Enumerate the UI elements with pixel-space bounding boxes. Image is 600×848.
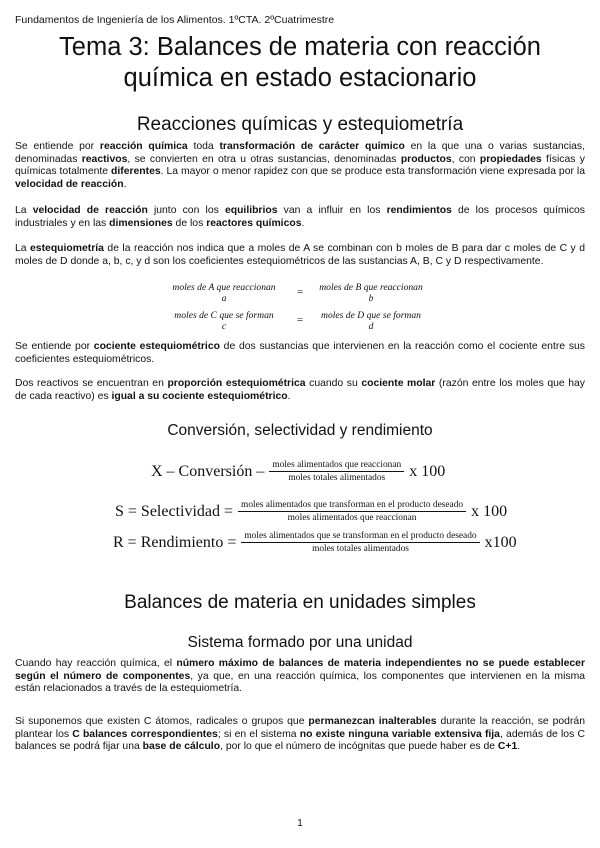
paragraph-c-balances [15,716,585,754]
bold-term: no existe ninguna variable extensiva fija [299,728,500,740]
bold-term: reacción química [99,141,188,152]
text-run: . La mayor o menor rapidez con que se produce esta transformación viene expresada por la [160,166,585,178]
yield-formula: R = Rendimiento = $\frac{\text{moles alimentados que se transforman en el producto deseado}}{\text{moles totales alimentados}}$ x100 [113,531,517,554]
page-number: 1 [297,818,303,829]
subsection-heading-sistema: Sistema formado por una unidad [187,634,413,651]
bold-term: propiedades [479,153,542,165]
text-run: Cuando hay reacción química, el [15,658,177,669]
text-run: (razón entre los moles que hay de cada reactivo) es [15,378,586,402]
text-run: , con [451,153,480,165]
text-run: durante la reacción, se podrán plantear los [15,716,585,740]
bold-term: reactivos [81,153,128,165]
text-run: La [15,205,33,216]
text-run: de dos sustancias que intervienen en la reacción como el cociente entre sus coeficientes estequiométricos. [15,341,585,365]
bold-term: estequiometría [30,243,104,254]
text-run: . [301,217,305,229]
page-header: Fundamentos de Ingeniería de los Alimentos. 1ºCTA. 2ºCuatrimestre [15,14,335,26]
ratio-b: moles de B que reaccionan b [319,282,423,304]
text-run: de los procesos químicos industriales y en las [15,205,585,229]
text-run: en la que una o varias sustancias, denominadas [15,141,585,165]
bold-term: transformación de carácter químico [219,141,405,152]
bold-term: diferentes [111,166,161,178]
selectivity-formula: S = Selectividad = $\frac{\text{moles alimentados que transforman en el producto deseado}}{\text{moles alimentados que reaccionan}}$ x 100 [115,500,508,523]
text-run: ; si en el sistema [217,728,300,740]
text-run: van a influir en los [277,205,387,216]
equals-sign: = [297,286,304,298]
bold-term: permanezcan inalterables [308,716,437,727]
bold-term: equilibrios [224,205,278,216]
bold-term: cociente molar [361,378,436,389]
bold-term: rendimientos [386,205,452,216]
text-run: Se entiende por [15,141,100,152]
text-run: Dos reactivos se encuentran en [15,378,168,389]
bold-term: igual a su cociente estequiométrico [111,390,288,402]
bold-term: dimensiones [109,217,173,229]
text-run: . [517,741,521,753]
section-heading-balances: Balances de materia en unidades simples [124,592,476,613]
bold-term: productos [400,153,452,165]
paragraph-proporcion [15,378,585,403]
text-run: físicas y químicas totalmente [15,153,585,178]
text-run: . [123,178,127,190]
paragraph-cociente-estequiometrico [15,341,585,366]
text-run: Se entiende por [15,341,94,352]
bold-term: reactores químicos [206,217,302,229]
bold-term: base de cálculo [142,741,221,753]
text-run: de la reacción nos indica que a moles de A se combinan con b moles de B para dar c moles de C y d moles de D donde a, b, c, y d son los coeficientes estequiométricos de las sustancias A, B, C y D respectivamente. [15,243,585,267]
text-run: Si suponemos que existen C átomos, radicales o grupos que [15,716,309,727]
paragraph-reaccion-quimica [15,141,585,191]
text-run: toda [187,141,220,152]
title-line-1: Tema 3: Balances de materia con reacción [59,33,541,61]
text-run: , ya que, en una reacción química, los componentes que intervienen en la misma están relacionados a través de la estequiometría. [15,670,586,695]
bold-term: velocidad de reacción [32,205,148,216]
paragraph-balances-independientes [15,658,585,696]
bold-term: C balances correspondientes [72,728,218,740]
text-run: de los [172,217,207,229]
text-run: La [15,243,31,254]
page-title [0,32,600,94]
text-run: junto con los [147,205,225,216]
section-heading-conversion: Conversión, selectividad y rendimiento [167,422,433,439]
bold-term: velocidad de reacción [15,178,124,190]
bold-term: proporción estequiométrica [167,378,306,389]
paragraph-estequiometria [15,243,585,268]
conversion-formula: X – Conversión – $\frac{\text{moles alimentados que reaccionan}}{\text{moles totales alimentados}}$ x 100 [151,460,446,483]
text-run: , por lo que el número de incógnitas que puede haber es de [220,741,498,753]
section-heading-reacciones: Reacciones químicas y estequiometría [136,114,464,135]
equals-sign: = [297,314,304,326]
ratio-a: moles de A que reaccionan a [172,282,276,304]
ratio-c: moles de C que se forman c [174,310,274,332]
title-line-2: química en estado estacionario [123,64,477,92]
text-run: , se convierten en otra u otras sustancias, denominadas [127,153,401,165]
text-run: cuando su [305,378,362,389]
bold-term: número máximo de balances de materia independientes no se puede establecer según el número de componentes [15,658,585,682]
bold-term: C+1 [497,741,518,753]
bold-term: cociente estequiométrico [93,341,220,352]
ratio-d: moles de D que se forman d [321,310,421,332]
text-run: . [287,390,291,402]
text-run: , además de los C balances se podrá fijar una [15,728,585,753]
paragraph-velocidad [15,205,585,230]
